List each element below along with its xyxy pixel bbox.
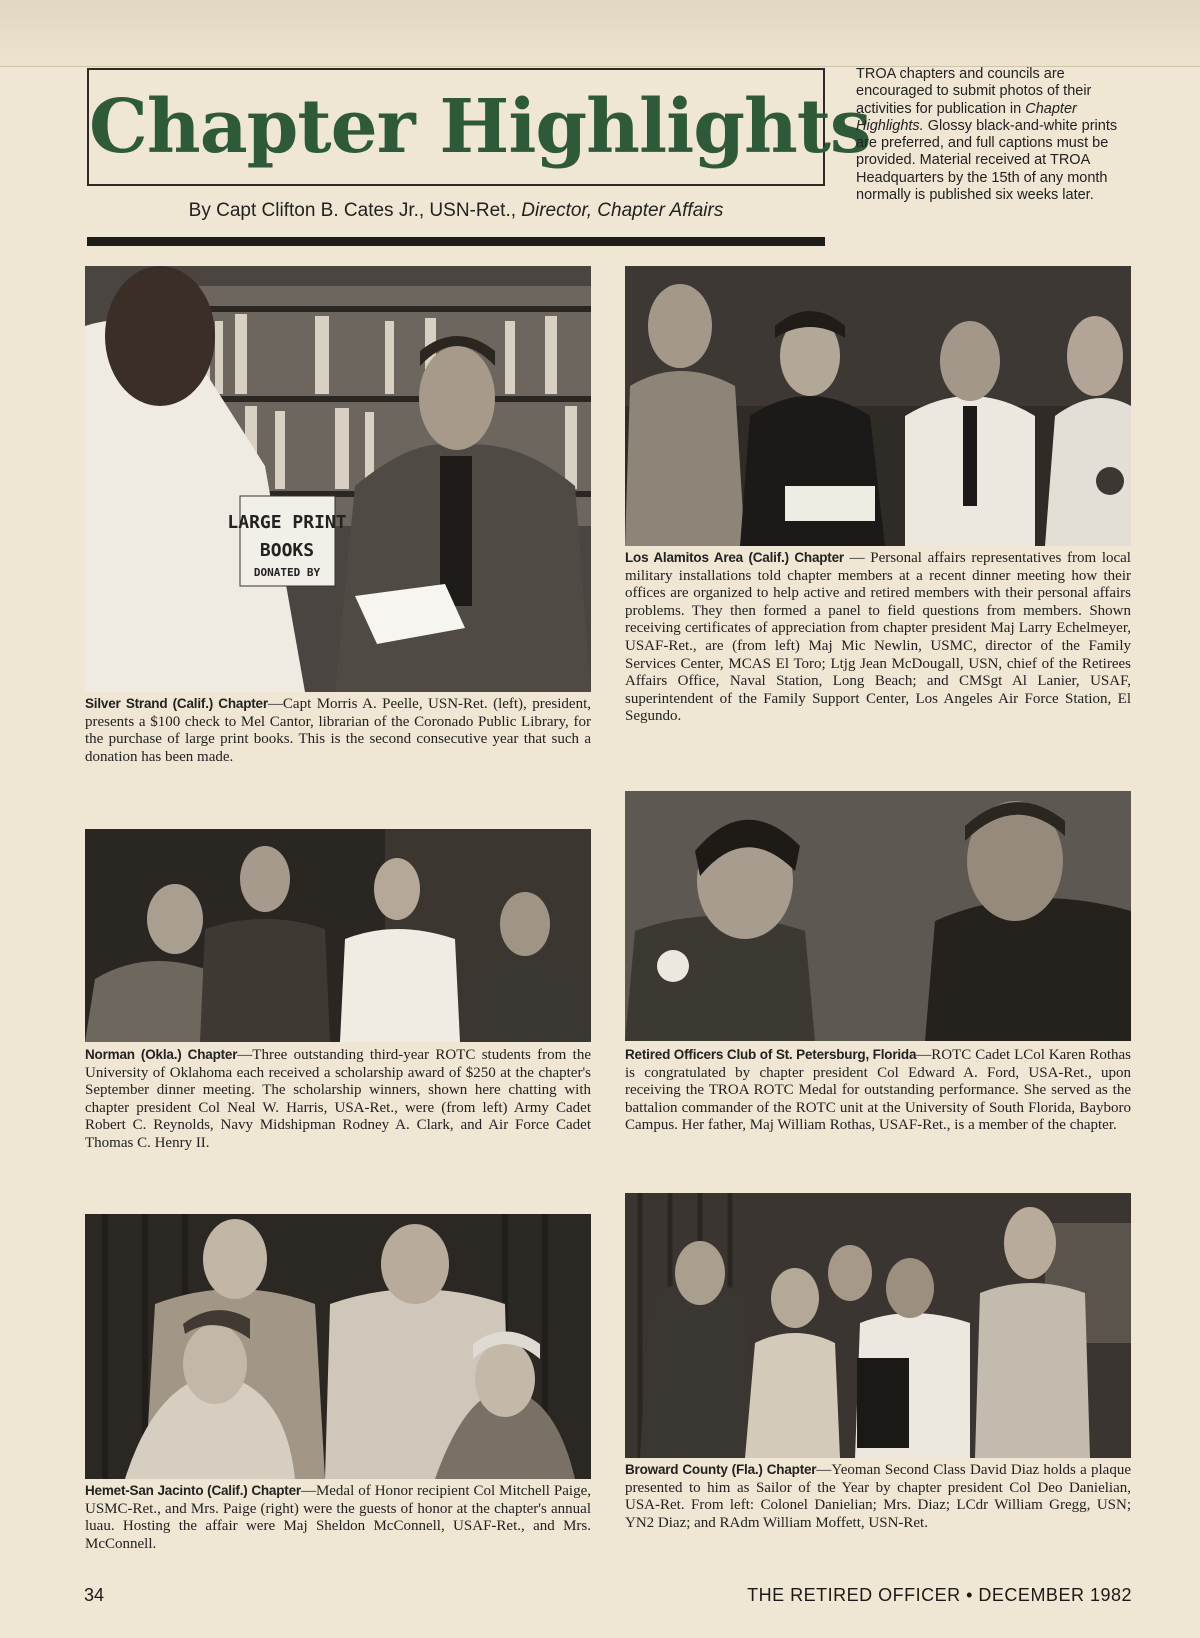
caption-chapter: Norman (Okla.) Chapter [85,1047,238,1062]
caption-text: —Capt Morris A. Peelle, USN-Ret. (left), president, presents a $100 check to Mel Cantor, librarian of the Coronado Public Library, for the purchase of large print books. This is the second consecutive year that such a donation has been made. [85,696,591,765]
intro-text [856,66,1131,204]
photo-los-alamitos [625,266,1131,546]
intro-text-a: TROA chapters and councils are encouraged to submit photos of their activities for publication in [856,66,1092,117]
caption-chapter: Hemet-San Jacinto (Calif.) Chapter [85,1483,301,1498]
intro-text-b: Glossy black-and-white prints are preferred, and full captions must be provided. Material received at TROA Headquarters by the 15th of any month normally is published six weeks later. [856,117,1118,204]
page-title: Chapter Highlights [89,84,871,170]
caption-hemet-san-jacinto [85,1482,591,1553]
photo-norman [85,829,591,1042]
byline [87,200,825,222]
caption-text: —Yeoman Second Class David Diaz holds a plaque presented to him as Sailor of the Year by chapter president Col Deo Danielian, USA-Ret. From left: Colonel Danielian; Mrs. Diaz; LCdr William Gregg, USN; YN2 Diaz; and RAdm William Moffett, USN-Ret. [625,1462,1131,1531]
photo-silver-strand [85,266,591,692]
caption-text: —Medal of Honor recipient Col Mitchell Paige, USMC-Ret., and Mrs. Paige (right) were the guests of honor at the chapter's annual luau. Hosting the affair were Maj Sheldon McConnell, USAF-Ret., and Mrs. McConnell. [85,1483,591,1552]
sign-line-1: LARGE PRINT [227,512,347,533]
photo-los-alamitos-image [625,266,1131,546]
header-rule [87,237,825,246]
magazine-issue: THE RETIRED OFFICER • DECEMBER 1982 [747,1585,1132,1605]
caption-silver-strand [85,695,591,766]
caption-los-alamitos [625,549,1131,726]
caption-text: —Three outstanding third-year ROTC students from the University of Oklahoma each received a scholarship award of $250 at the chapter's September dinner meeting. The scholarship winners, shown here chatting with chapter president Col Neal W. Harris, USA-Ret., were (from left) Army Cadet Robert C. Reynolds, Navy Midshipman Rodney A. Clark, and Air Force Cadet Thomas C. Henry II. [85,1047,591,1151]
caption-chapter: Los Alamitos Area (Calif.) Chapter [625,550,844,565]
caption-chapter: Silver Strand (Calif.) Chapter [85,696,268,711]
photo-broward-county-image [625,1193,1131,1458]
photo-broward-county [625,1193,1131,1458]
photo-silver-strand-image [85,266,591,692]
photo-st-petersburg [625,791,1131,1041]
byline-role: Director, Chapter Affairs [521,200,724,221]
caption-chapter: Retired Officers Club of St. Petersburg, Florida [625,1047,917,1062]
title-box [87,68,871,186]
caption-chapter: Broward County (Fla.) Chapter [625,1462,817,1477]
page-top-strip [0,0,1200,67]
caption-st-petersburg [625,1046,1131,1135]
photo-hemet-san-jacinto [85,1214,591,1479]
caption-text: — Personal affairs representatives from local military installations told chapter members at a recent dinner meeting how their offices are organized to help active and retired members with their personal affairs problems. They then formed a panel to field questions from members. Shown receiving certificates of appreciation from chapter president Maj Larry Echelmeyer, USAF-Ret., are (from left) Maj Mic Newlin, USMC, director of the Family Services Center, MCAS El Toro; Ltjg Jean McDougall, USN, chief of the Retirees Affairs Office, Naval Station, Long Beach; and CMSgt Al Lanier, USAF, superintendent of the Family Support Center, Los Angeles Air Force Station, El Segundo. [625,550,1131,725]
photo-hemet-san-jacinto-image [85,1214,591,1479]
byline-name: By Capt Clifton B. Cates Jr., USN-Ret., [188,200,522,221]
page-number: 34 [84,1585,105,1605]
photo-norman-image [85,829,591,1042]
caption-text: —ROTC Cadet LCol Karen Rothas is congratulated by chapter president Col Edward A. Ford, USA-Ret., upon receiving the TROA ROTC Medal for outstanding performance. She served as the battalion commander of the ROTC unit at the University of South Florida, Bayboro Campus. Her father, Maj William Rothas, USAF-Ret., is a member of the chapter. [625,1047,1131,1134]
intro-text-em: Chapter Highlights. [856,100,1077,134]
caption-norman [85,1046,591,1153]
sign-line-2: BOOKS [259,540,315,561]
photo-st-petersburg-image [625,791,1131,1041]
caption-broward-county [625,1461,1131,1532]
sign-line-3: DONATED BY [253,566,321,579]
